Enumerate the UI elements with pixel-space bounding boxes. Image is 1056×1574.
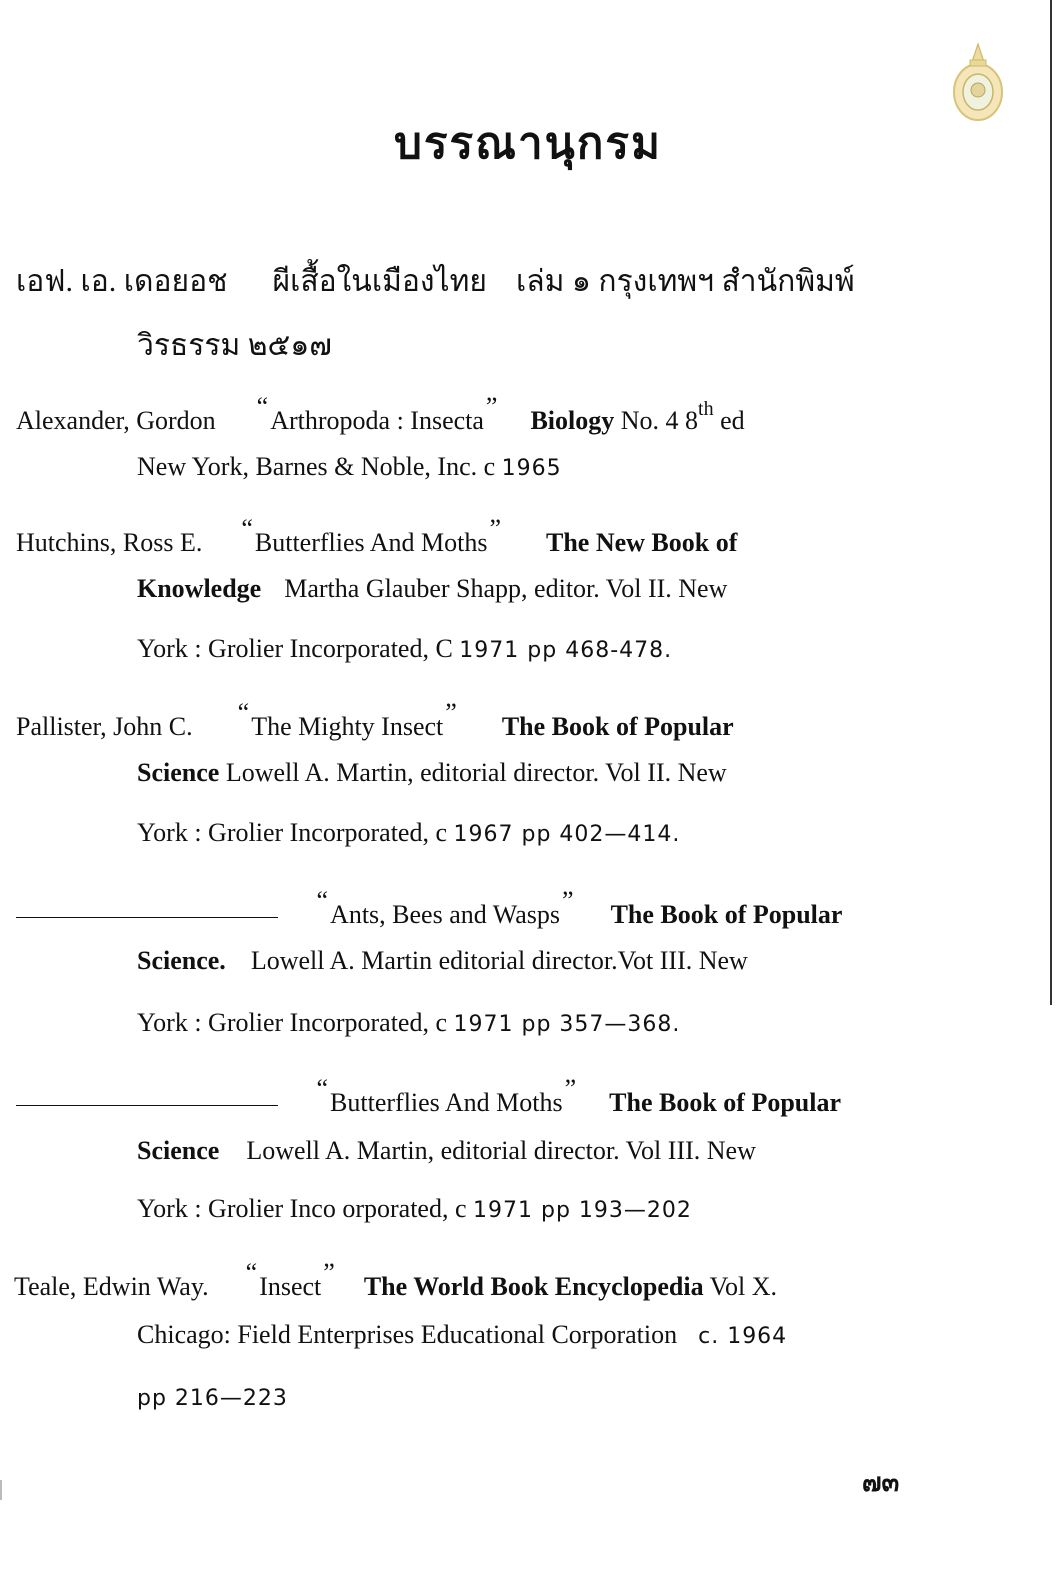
page-title: บรรณานุกรม <box>393 119 663 168</box>
entry-source: The New Book of <box>546 528 738 557</box>
open-quote: “ <box>245 1258 258 1287</box>
entry-publisher: Chicago: Field Enterprises Educational Corporation <box>137 1320 678 1349</box>
entry-author: Pallister, John C. <box>16 712 193 741</box>
entry-editor: Lowell A. Martin, editorial director. Vol II. New <box>225 758 727 787</box>
entry-line <box>137 634 672 664</box>
entry-article-title: Ants, Bees and Wasps <box>330 900 561 929</box>
entry-source: The Book of Popular <box>609 1088 842 1117</box>
entry-author: Hutchins, Ross E. <box>16 528 203 557</box>
entry-author: Teale, Edwin Way. <box>14 1272 209 1301</box>
entry-source: The Book of Popular <box>610 900 843 929</box>
entry-year-pages: 1971 pp 468-478. <box>459 638 673 663</box>
entry-line <box>137 1194 692 1224</box>
entry-article-title: Insect <box>259 1272 322 1301</box>
entry-editor: Martha Glauber Shapp, editor. Vol II. New <box>284 574 728 603</box>
entry-line <box>16 258 855 305</box>
entry-year-pages: 1971 pp 357—368. <box>453 1012 681 1037</box>
entry-source: Science <box>137 758 220 787</box>
entry-publisher: New York, Barnes & Noble, Inc. c <box>137 452 496 481</box>
entry-publisher: วิรธรรม ๒๕๑๗ <box>137 329 332 362</box>
entry-superscript: th <box>698 398 714 420</box>
open-quote: “ <box>237 698 250 727</box>
entry-publication: เล่ม ๑ กรุงเทพฯ สำนักพิมพ์ <box>515 265 855 298</box>
entry-source: The Book of Popular <box>501 712 734 741</box>
entry-author: เอฟ. เอ. เดอยอช <box>16 265 228 298</box>
open-quote: “ <box>256 392 269 421</box>
open-quote: “ <box>316 1074 329 1103</box>
entry-article-title: Arthropoda : Insecta <box>270 406 484 435</box>
entry-pages: pp 216—223 <box>137 1386 288 1411</box>
entry-line <box>137 818 680 848</box>
entry-detail-tail: ed <box>720 406 745 435</box>
entry-editor: Lowell A. Martin, editorial director. Vol III. New <box>246 1136 756 1165</box>
scan-mark <box>0 1480 2 1500</box>
entry-line <box>137 1008 680 1038</box>
repeated-author-rule <box>16 917 278 918</box>
open-quote: “ <box>316 886 329 915</box>
entry-year: c. 1964 <box>698 1324 788 1349</box>
entry-publisher: York : Grolier Inco orporated, c <box>137 1194 467 1223</box>
scan-edge-line <box>1050 0 1052 1005</box>
entry-line <box>137 1136 756 1166</box>
entry-line <box>137 322 332 369</box>
close-quote: ” <box>489 514 501 543</box>
entry-line <box>16 392 745 436</box>
entry-title: ผีเสื้อในเมืองไทย <box>272 265 487 298</box>
entry-volume: Vol X. <box>709 1272 778 1301</box>
entry-line <box>16 514 737 558</box>
entry-source: Science <box>137 1136 220 1165</box>
entry-author: Alexander, Gordon <box>16 406 216 435</box>
close-quote: ” <box>562 886 574 915</box>
entry-publisher: York : Grolier Incorporated, c <box>137 1008 447 1037</box>
entry-source: Knowledge <box>137 574 262 603</box>
close-quote: ” <box>564 1074 577 1103</box>
entry-article-title: Butterflies And Moths <box>254 528 488 557</box>
entry-article-title: Butterflies And Moths <box>330 1088 563 1117</box>
entry-line <box>16 698 734 742</box>
open-quote: “ <box>241 514 253 543</box>
entry-line <box>137 452 562 482</box>
entry-line <box>137 1382 288 1412</box>
close-quote: ” <box>445 698 457 727</box>
page-number: ๗๓ <box>862 1468 900 1497</box>
entry-year-pages: 1967 pp 402—414. <box>453 822 681 847</box>
repeated-author-rule <box>16 1105 278 1106</box>
entry-source: Science. <box>137 946 226 975</box>
entry-line <box>137 758 727 788</box>
entry-line <box>137 946 748 976</box>
entry-line <box>14 1258 777 1302</box>
entry-line <box>137 574 727 604</box>
entry-publisher: York : Grolier Incorporated, c <box>137 818 447 847</box>
close-quote: ” <box>485 392 498 421</box>
entry-article-title: The Mighty Insect <box>251 712 444 741</box>
entry-source: The World Book Encyclopedia <box>363 1272 704 1301</box>
entry-year: 1965 <box>501 456 562 481</box>
entry-editor: Lowell A. Martin editorial director.Vot III. New <box>250 946 748 975</box>
entry-line <box>137 1320 787 1350</box>
entry-source: Biology <box>530 406 615 435</box>
entry-line <box>16 886 842 930</box>
entry-publisher: York : Grolier Incorporated, C <box>137 634 453 663</box>
close-quote: ” <box>323 1258 335 1287</box>
entry-detail: No. 4 8 <box>620 406 699 435</box>
entry-year-pages: 1971 pp 193—202 <box>473 1198 692 1223</box>
entry-line <box>16 1074 841 1118</box>
